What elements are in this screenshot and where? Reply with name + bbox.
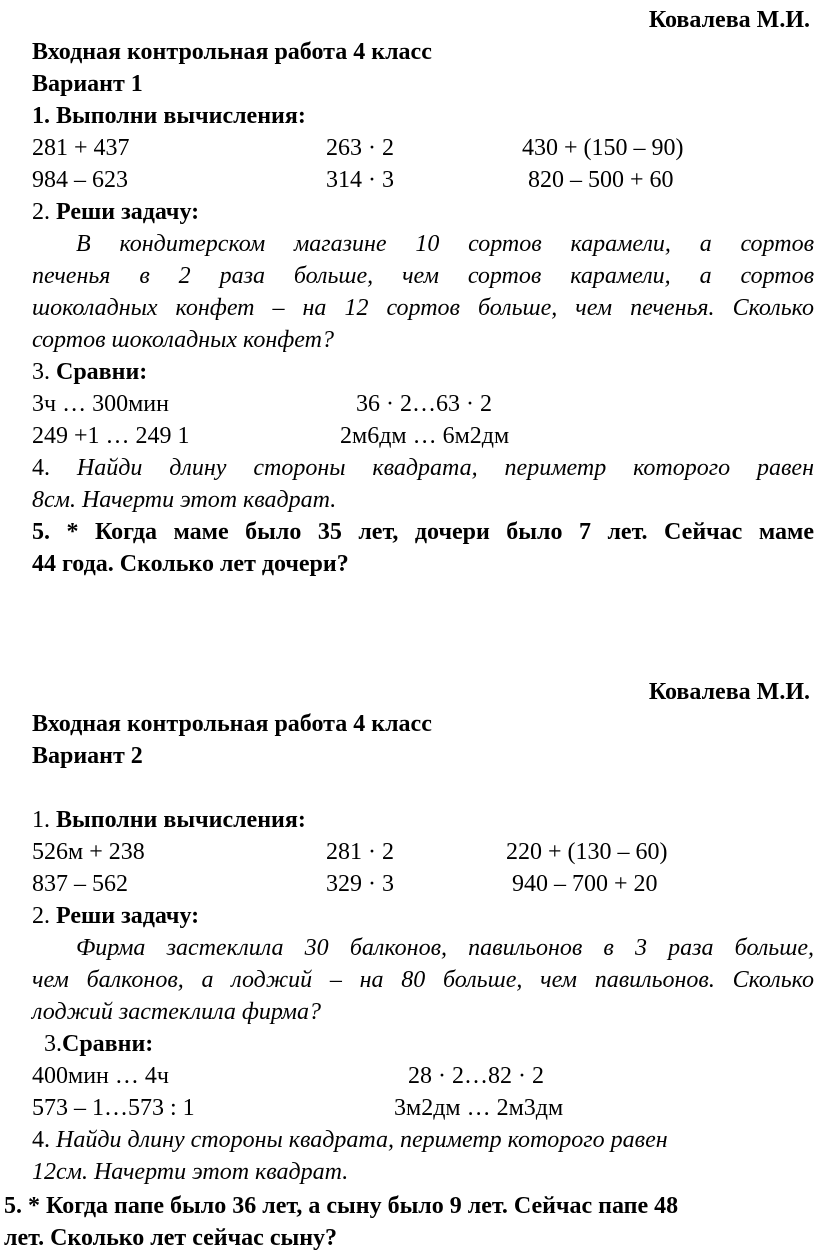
- task-number: 3.: [44, 1031, 62, 1057]
- comparison: 3м2дм … 2м3дм: [394, 1095, 564, 1121]
- task-title: Реши задачу:: [56, 903, 200, 929]
- comparison: 36 · 2…63 · 2: [356, 391, 492, 417]
- task-number: 2.: [32, 903, 50, 929]
- expression: 281 · 2: [326, 839, 394, 865]
- task-1-heading: [32, 804, 306, 836]
- task-title: Сравни:: [56, 359, 148, 385]
- task-number: 1.: [32, 807, 50, 833]
- task-number: 1.: [32, 103, 50, 129]
- comparison: 3ч … 300мин: [32, 391, 169, 417]
- expression: 263 · 2: [326, 135, 394, 161]
- task-4-line: [32, 452, 814, 484]
- expression: 281 + 437: [32, 135, 130, 161]
- expression: 329 · 3: [326, 871, 394, 897]
- comparison: 573 – 1…573 : 1: [32, 1095, 195, 1121]
- expression: 984 – 623: [32, 167, 128, 193]
- variant-label: Вариант 2: [32, 743, 143, 769]
- task-3-heading: [44, 1028, 153, 1060]
- task-5-line: 5. * Когда маме было 35 лет, дочери было 7 лет. Сейчас маме: [32, 519, 814, 545]
- task-text: Найди длину стороны квадрата, периметр которого равен: [56, 1127, 668, 1153]
- task-title: Сравни:: [62, 1031, 154, 1057]
- problem-text-line: сортов шоколадных конфет?: [32, 327, 334, 353]
- task-4-line: [32, 1124, 668, 1156]
- task-number: 4.: [32, 455, 50, 481]
- problem-text-line: лоджий застеклила фирма?: [32, 999, 321, 1025]
- author-name: Ковалева М.И.: [648, 7, 810, 33]
- task-5-line: лет. Сколько лет сейчас сыну?: [4, 1225, 338, 1251]
- comparison: 28 · 2…82 · 2: [408, 1063, 544, 1089]
- worksheet-title: Входная контрольная работа 4 класс: [32, 39, 432, 65]
- problem-text-line: чем балконов, а лоджий – на 80 больше, чем павильонов. Сколько: [32, 967, 814, 993]
- problem-text-line: печенья в 2 раза больше, чем сортов карамели, а сортов: [32, 263, 814, 289]
- author-name: Ковалева М.И.: [648, 679, 810, 705]
- expression: 940 – 700 + 20: [512, 871, 658, 897]
- problem-text-line: В кондитерском магазине 10 сортов карамели, а сортов: [76, 231, 814, 257]
- task-number: 2.: [32, 199, 50, 225]
- task-text: Найди длину стороны квадрата, периметр которого равен: [76, 455, 814, 481]
- comparison: 2м6дм … 6м2дм: [340, 423, 510, 449]
- task-title: Реши задачу:: [56, 199, 200, 225]
- task-text: 8см. Начерти этот квадрат.: [32, 487, 337, 513]
- comparison: 400мин … 4ч: [32, 1063, 169, 1089]
- task-1-heading: [32, 100, 306, 132]
- task-number: 3.: [32, 359, 50, 385]
- expression: 430 + (150 – 90): [522, 135, 684, 161]
- expression: 526м + 238: [32, 839, 145, 865]
- problem-text-line: Фирма застеклила 30 балконов, павильонов в 3 раза больше,: [76, 935, 814, 961]
- variant-label: Вариант 1: [32, 71, 143, 97]
- expression: 314 · 3: [326, 167, 394, 193]
- worksheet-title: Входная контрольная работа 4 класс: [32, 711, 432, 737]
- task-5-line: 44 года. Сколько лет дочери?: [32, 551, 349, 577]
- task-title: Выполни вычисления:: [56, 103, 306, 129]
- task-title: Выполни вычисления:: [56, 807, 306, 833]
- task-number: 4.: [32, 1127, 50, 1153]
- expression: 220 + (130 – 60): [506, 839, 668, 865]
- task-5-line: 5. * Когда папе было 36 лет, а сыну было 9 лет. Сейчас папе 48: [4, 1193, 679, 1219]
- task-2-heading: [32, 900, 199, 932]
- comparison: 249 +1 … 249 1: [32, 423, 190, 449]
- expression: 837 – 562: [32, 871, 128, 897]
- expression: 820 – 500 + 60: [528, 167, 674, 193]
- task-3-heading: [32, 356, 147, 388]
- task-2-heading: [32, 196, 199, 228]
- problem-text-line: шоколадных конфет – на 12 сортов больше, чем печенья. Сколько: [32, 295, 814, 321]
- task-text: 12см. Начерти этот квадрат.: [32, 1159, 349, 1185]
